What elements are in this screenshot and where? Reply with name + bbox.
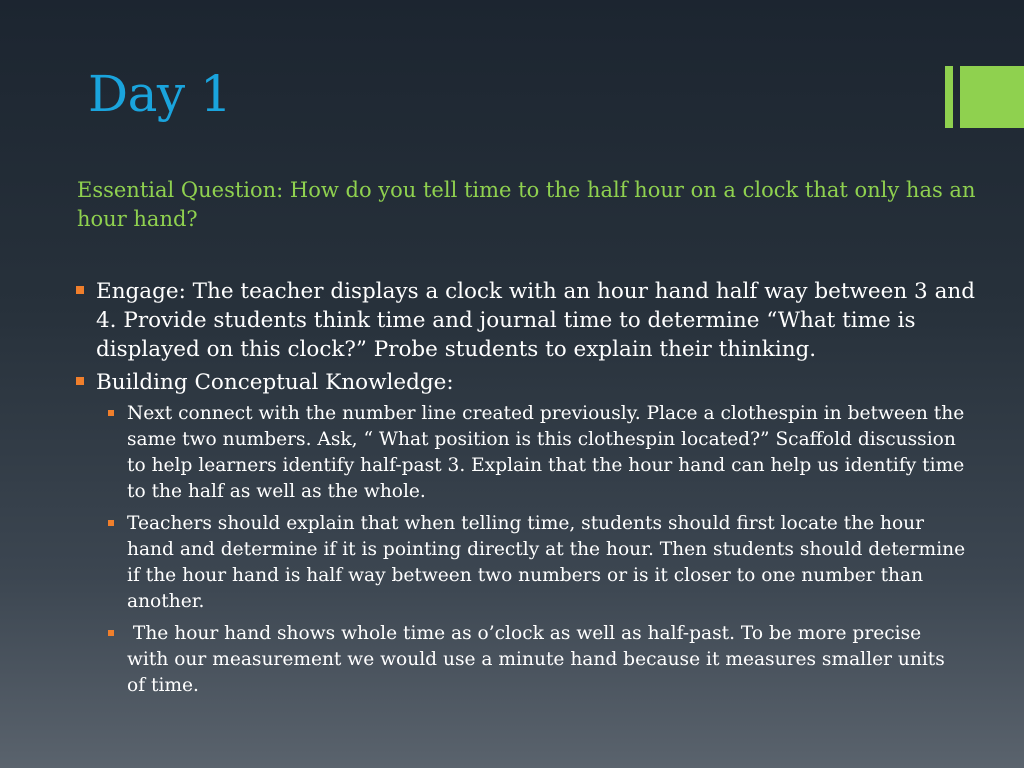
sub-bullet-teacher-explain	[106, 511, 967, 615]
bullet-text: Engage: The teacher displays a clock with an hour hand half way between 3 and 4. Provide students think time and journal time to determine “What time is displayed on this clock?” Probe students to explain their thinking.	[96, 279, 975, 362]
square-bullet-icon	[108, 630, 114, 636]
sub-bullet-text: Teachers should explain that when telling time, students should first locate the hour hand and determine if it is pointing directly at the hour. Then students should determine if the hour hand is half way between two numbers or is it closer to one number than another.	[127, 513, 966, 612]
bullet-list	[76, 277, 976, 699]
bullet-text: Building Conceptual Knowledge:	[96, 370, 454, 395]
bullet-engage	[76, 277, 976, 364]
accent-bar-thin	[945, 66, 953, 128]
sub-bullet-number-line	[106, 401, 967, 505]
square-bullet-icon	[76, 286, 84, 294]
sub-bullet-text: Next connect with the number line created previously. Place a clothespin in between the same two numbers. Ask, “ What position is this clothespin located?” Scaffold discussion to help learners identify half-past 3. Explain that the hour hand can help us identify time to the half as well as the whole.	[127, 403, 965, 502]
square-bullet-icon	[108, 520, 114, 526]
essential-question: Essential Question: How do you tell time to the half hour on a clock that only has an hour hand?	[77, 178, 976, 231]
square-bullet-icon	[76, 377, 84, 385]
bullet-building-knowledge	[76, 368, 976, 397]
sub-bullet-text: The hour hand shows whole time as o’clock as well as half-past. To be more precise with our measurement we would use a minute hand because it measures smaller units of time.	[127, 623, 951, 696]
slide-title: Day 1	[88, 65, 232, 123]
square-bullet-icon	[108, 410, 114, 416]
accent-bar-thick	[960, 66, 1024, 128]
sub-bullet-hour-hand	[106, 621, 967, 699]
